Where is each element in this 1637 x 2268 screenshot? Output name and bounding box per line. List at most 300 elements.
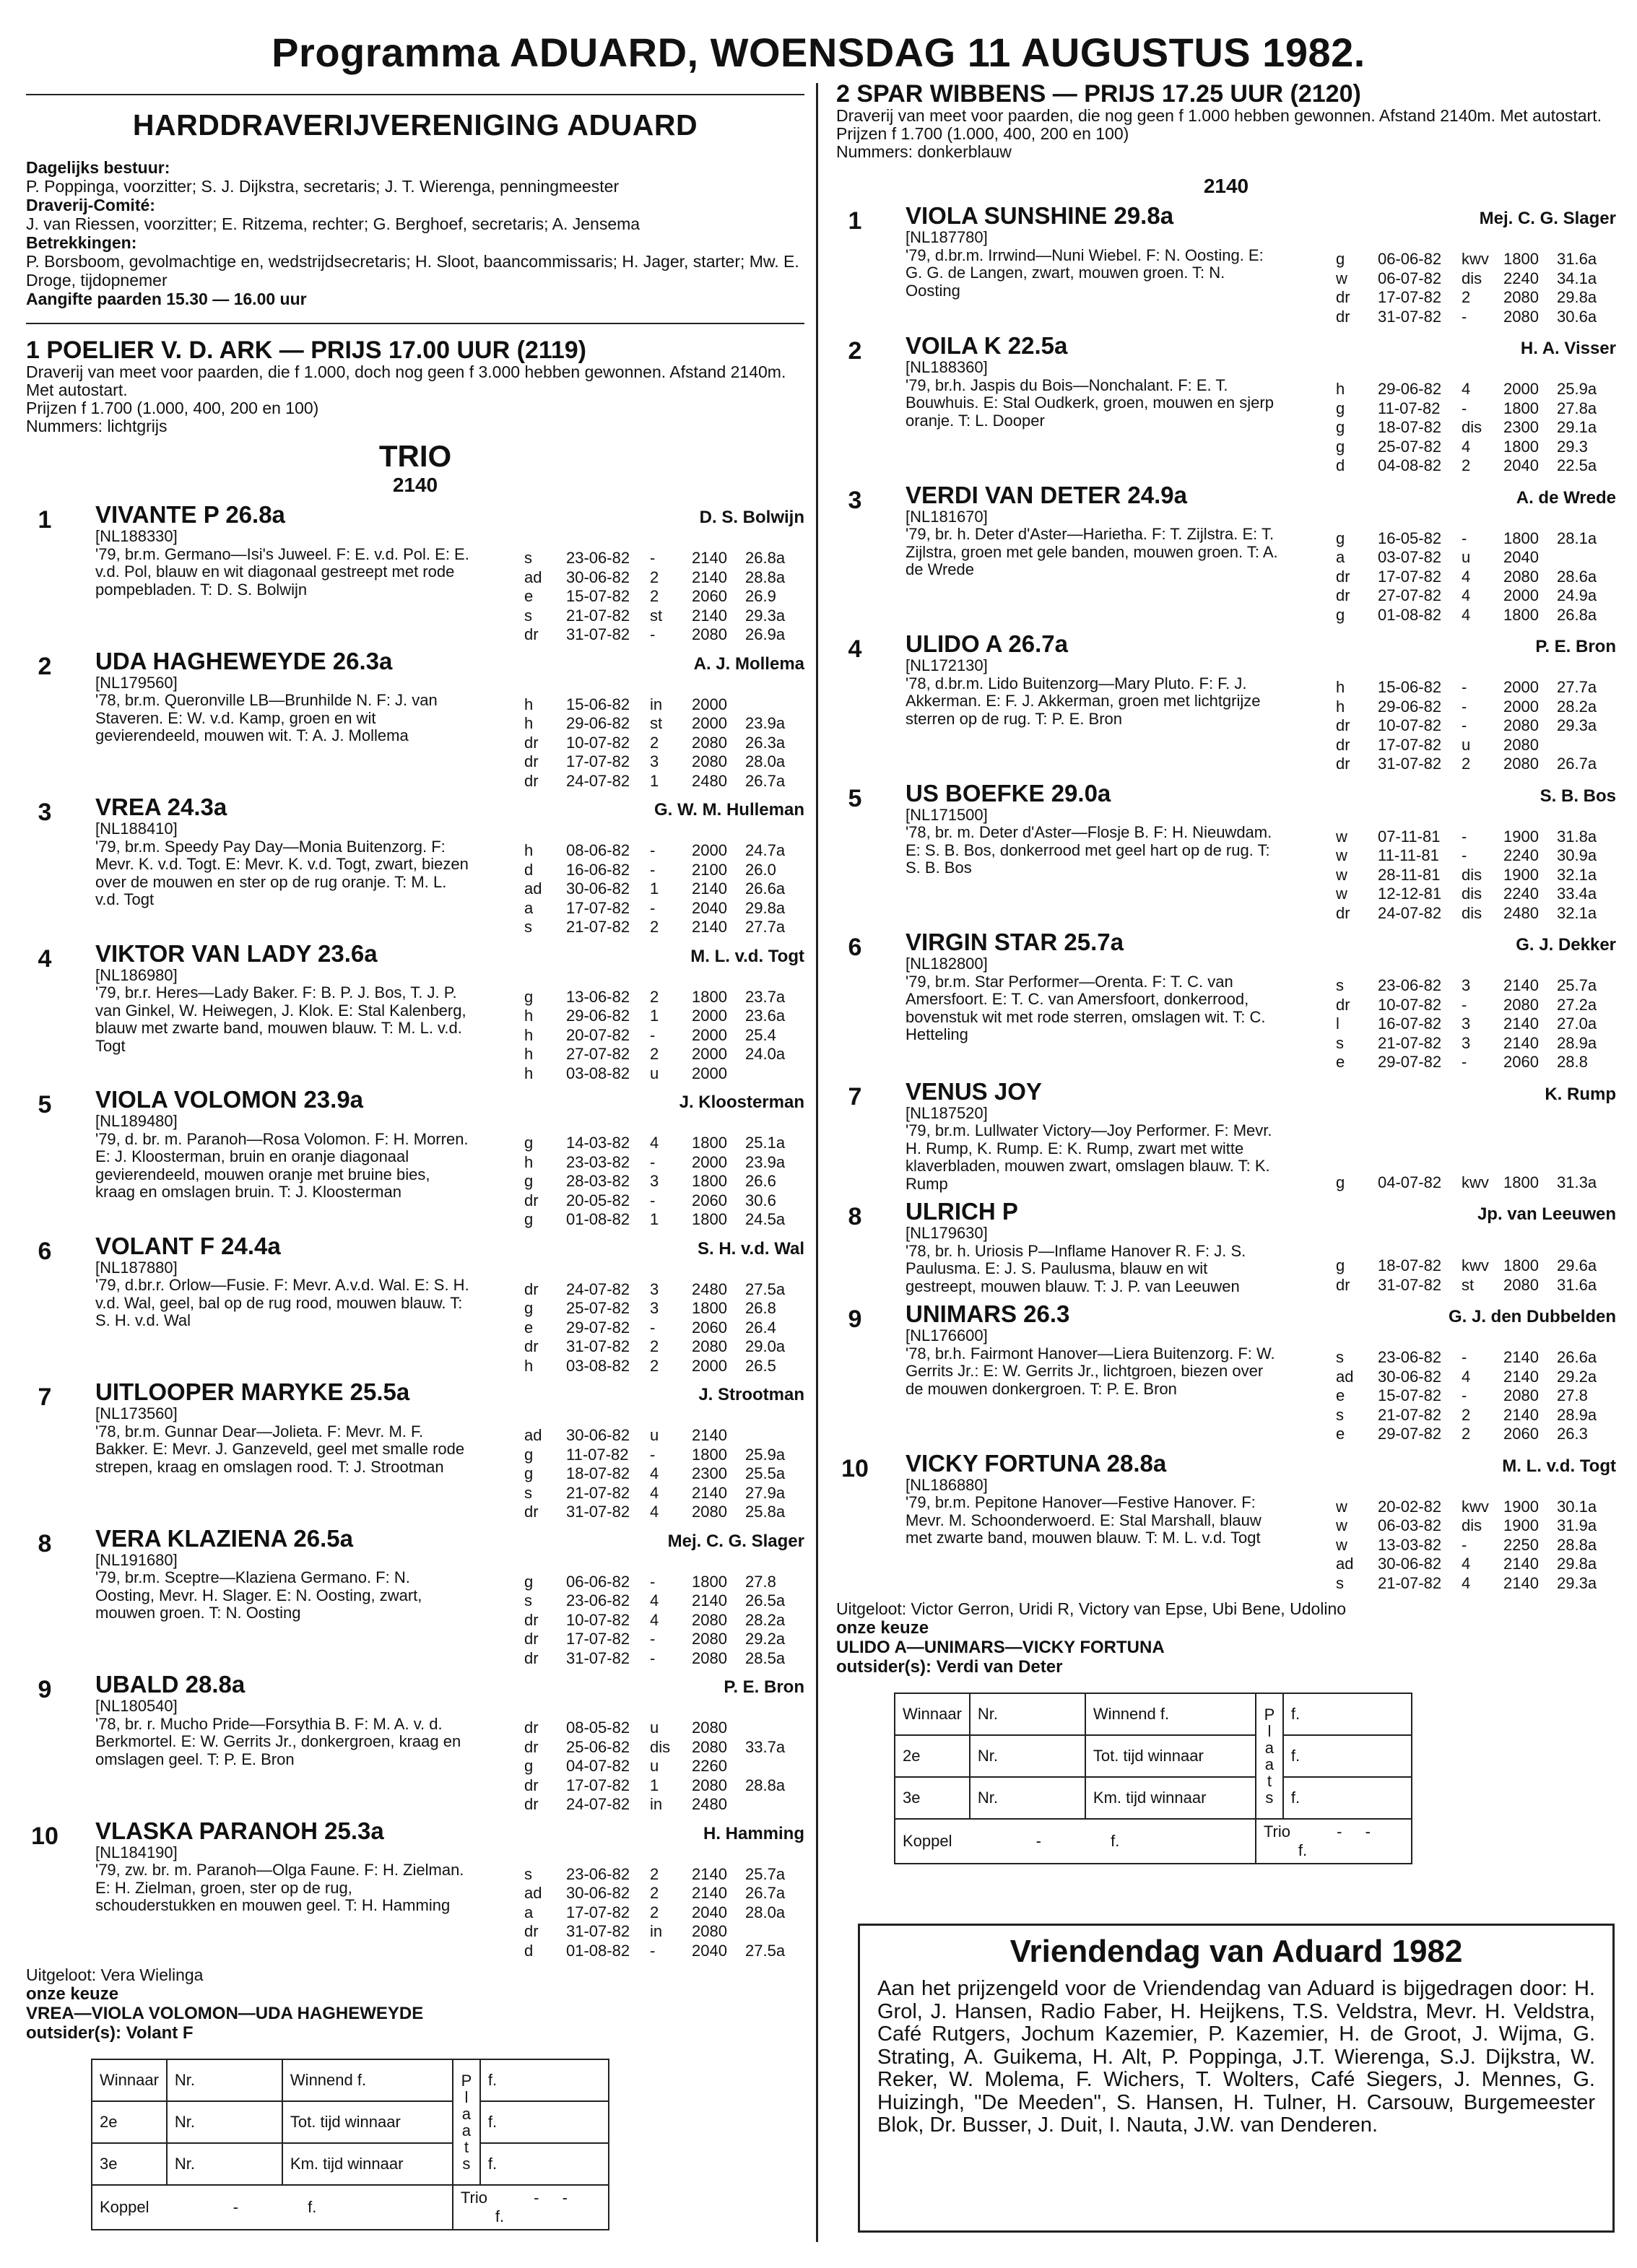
bet-f-field[interactable]: f.: [480, 2059, 609, 2101]
horse-form-table: [1334, 827, 1616, 924]
form-cell: 26.7a: [745, 1884, 786, 1902]
form-cell: g: [1336, 437, 1345, 456]
form-row: [1336, 530, 1615, 548]
horse-number: 6: [848, 934, 862, 961]
form-cell: 2140: [1503, 1367, 1539, 1386]
form-cell: dr: [524, 771, 539, 790]
form-row: [1336, 308, 1615, 326]
form-row: [524, 1592, 803, 1610]
horse-description: '78, d.br.m. Lido Buitenzorg—Mary Pluto. F: F. J. Akkerman. E: F. J. Akkerman, groen met lichtgrijze sterren op de rug. T: P. E. Bron: [906, 674, 1261, 728]
form-cell: 2: [650, 587, 659, 605]
form-cell: s: [1336, 1033, 1344, 1052]
form-cell: 14-03-82: [566, 1134, 630, 1152]
form-cell: 31-07-82: [1378, 1275, 1442, 1294]
form-row: [524, 1007, 803, 1025]
form-cell: -: [1462, 307, 1467, 326]
form-row: [524, 753, 803, 771]
horse-description: '78, br. r. Mucho Pride—Forsythia B. F: M. A. v. d. Berkmortel. E: W. Gerrits Jr., donkergroen, kraag en omslagen geel. T: P. E. Bron: [95, 1714, 461, 1768]
form-cell: dr: [524, 1191, 539, 1209]
horse-details: [906, 657, 1281, 775]
form-cell: dis: [1462, 885, 1482, 903]
form-cell: -: [1462, 995, 1467, 1014]
form-cell: 28.9a: [1557, 1033, 1597, 1052]
form-cell: g: [1336, 529, 1345, 547]
bet-koppel: Koppel: [903, 1832, 952, 1850]
form-cell: h: [524, 695, 534, 713]
horse-number: 4: [38, 944, 52, 973]
form-row: [1336, 1387, 1615, 1405]
bet-dash: -: [562, 2189, 568, 2207]
form-row: [1336, 885, 1615, 903]
form-cell: 2240: [1503, 846, 1539, 864]
horse-description: '78, br.h. Fairmont Hanover—Liera Buitenzorg. F: W. Gerrits Jr.: E: W. Gerrits Jr., lichtgroen, biezen over de mouwen donkergroen. T: P. E. Bron: [906, 1344, 1275, 1398]
form-cell: 20-02-82: [1378, 1497, 1442, 1516]
form-cell: 2140: [1503, 1014, 1539, 1033]
form-cell: 25.7a: [745, 1864, 786, 1883]
form-cell: 30-06-82: [566, 1884, 630, 1902]
form-cell: 30-06-82: [566, 1426, 630, 1444]
form-row: [1336, 1174, 1615, 1192]
horse-id: [NL184190]: [95, 1843, 178, 1861]
bet-koppel-row[interactable]: [92, 2185, 453, 2230]
bet-trio-row[interactable]: [453, 2185, 609, 2230]
form-cell: 17-07-82: [1378, 288, 1442, 306]
form-cell: 25.7a: [1557, 976, 1597, 994]
form-row: [524, 715, 803, 733]
form-cell: g: [524, 1210, 534, 1228]
form-cell: 28.8a: [745, 1776, 786, 1794]
bet-koppel-row[interactable]: [895, 1819, 1256, 1864]
form-cell: w: [1336, 885, 1347, 903]
horse-details: [95, 1698, 471, 1815]
form-cell: 13-06-82: [566, 987, 630, 1006]
form-row: [524, 1573, 803, 1591]
form-cell: 2140: [1503, 1555, 1539, 1573]
form-row: [1336, 698, 1615, 716]
form-row: [524, 1211, 803, 1229]
form-cell: 17-07-82: [566, 1630, 630, 1648]
right-column: [836, 81, 1616, 1864]
form-cell: 29.2a: [745, 1630, 786, 1648]
form-cell: 2080: [692, 1503, 727, 1521]
horse-number: 2: [38, 652, 52, 680]
horse-description: '79, br.h. Jaspis du Bois—Nonchalant. F: E. T. Bouwhuis. E: Stal Oudkerk, groen, mouwen en sjerp oranje. T: L. Dooper: [906, 375, 1274, 430]
form-cell: 4: [1462, 567, 1471, 586]
form-row: [1336, 1555, 1615, 1573]
form-cell: 27-07-82: [566, 1045, 630, 1063]
horse-number: 8: [38, 1529, 52, 1557]
form-cell: g: [524, 987, 534, 1006]
form-cell: 15-06-82: [1378, 678, 1442, 696]
plaats-letter: P: [461, 2072, 472, 2090]
bet-f-field[interactable]: f.: [480, 2143, 609, 2185]
form-cell: 24.7a: [745, 841, 786, 859]
form-cell: 31.9a: [1557, 1516, 1597, 1534]
form-cell: 29.8a: [1557, 288, 1597, 306]
plaats-letter: l: [464, 2088, 469, 2106]
horse-form-table: [523, 987, 804, 1085]
bet-dash: -: [1337, 1822, 1342, 1841]
form-row: [1336, 1575, 1615, 1593]
form-cell: 31.8a: [1557, 827, 1597, 846]
form-cell: 2080: [1503, 567, 1539, 586]
form-cell: g: [524, 1299, 534, 1317]
form-row: [524, 1357, 803, 1376]
form-cell: 30-06-82: [566, 568, 630, 586]
form-cell: 1: [650, 879, 659, 898]
form-cell: 2080: [692, 1719, 727, 1737]
form-cell: 2240: [1503, 885, 1539, 903]
form-cell: [1557, 549, 1615, 567]
bet-f-field[interactable]: f.: [480, 2101, 609, 2143]
form-cell: dr: [524, 1648, 539, 1667]
form-cell: 31.6a: [1557, 1275, 1597, 1294]
horse-details: [906, 229, 1281, 327]
form-cell: 25-07-82: [1378, 437, 1442, 456]
form-row: [524, 1154, 803, 1172]
form-cell: 2: [650, 568, 659, 586]
form-cell: 21-07-82: [566, 606, 630, 625]
form-cell: 4: [650, 1134, 659, 1152]
form-cell: 2000: [692, 841, 727, 859]
form-row: [524, 989, 803, 1007]
form-row: [1336, 607, 1615, 625]
form-cell: w: [1336, 827, 1347, 846]
horse-name: VERDI VAN DETER 24.9a: [906, 481, 1188, 508]
form-cell: 29-07-82: [1378, 1425, 1442, 1443]
form-cell: 2140: [1503, 976, 1539, 994]
form-cell: 2: [650, 918, 659, 936]
form-cell: 30-06-82: [1378, 1555, 1442, 1573]
form-cell: 2000: [692, 1025, 727, 1044]
bet-f-field[interactable]: f.: [1283, 1735, 1412, 1777]
horse-entry: [26, 1379, 804, 1523]
form-cell: 2000: [692, 714, 727, 732]
bet-form: [894, 1693, 1616, 1864]
plaats-letter: s: [1265, 1789, 1274, 1807]
horse-trainer: D. S. Bolwijn: [699, 508, 804, 527]
form-cell: 31-07-82: [1378, 755, 1442, 773]
club-section-label: Betrekkingen:: [26, 233, 137, 252]
form-cell: dr: [1336, 567, 1350, 586]
keuze-label: onze keuze: [836, 1618, 929, 1638]
form-row: [1336, 381, 1615, 399]
horse-number: 6: [38, 1237, 52, 1265]
bet-form: [91, 2059, 804, 2230]
horse-name: UDA HAGHEWEYDE 26.3a: [95, 647, 393, 674]
form-cell: 1800: [692, 1299, 727, 1317]
form-cell: [745, 1427, 803, 1445]
form-cell: 26.5a: [745, 1591, 786, 1609]
form-cell: 4: [650, 1483, 659, 1502]
horse-trainer: J. Kloosterman: [679, 1092, 804, 1112]
outsider-label: outsider(s):: [836, 1657, 932, 1677]
form-cell: dis: [1462, 269, 1482, 287]
form-cell: dr: [1336, 735, 1350, 754]
horse-entry: [26, 1818, 804, 1962]
form-row: [524, 1866, 803, 1884]
form-cell: h: [524, 1007, 534, 1025]
horse-number: 4: [848, 635, 862, 663]
form-cell: 29-06-82: [1378, 380, 1442, 398]
form-row: [1336, 400, 1615, 418]
form-cell: g: [1336, 1173, 1345, 1191]
form-cell: 26.8a: [745, 549, 786, 567]
uitgeloot: Uitgeloot: Victor Gerron, Uridi R, Victory van Epse, Ubi Bene, Udolino: [836, 1599, 1347, 1618]
race-distance: 2140: [1203, 175, 1249, 197]
uitgeloot: Uitgeloot: Vera Wielinga: [26, 1965, 204, 1984]
form-cell: 18-07-82: [566, 1464, 630, 1482]
form-cell: 28.8: [1557, 1053, 1588, 1071]
bet-nr-field[interactable]: [217, 2143, 282, 2185]
form-cell: 3: [1462, 1033, 1471, 1052]
form-cell: dis: [1462, 418, 1482, 436]
form-cell: 06-06-82: [566, 1572, 630, 1591]
form-row: [524, 1338, 803, 1356]
form-row: [1336, 1517, 1615, 1535]
form-cell: 4: [650, 1503, 659, 1521]
form-cell: 2140: [692, 568, 727, 586]
horse-form-table: [523, 1572, 804, 1669]
horse-description: '79, d.br.r. Orlow—Fusie. F: Mevr. A.v.d. Wal. E: S. H. v.d. Wal, geel, bal op de rug rood, mouwen blauw. T: S. H. v.d. Wal: [95, 1276, 469, 1329]
horse-trainer: S. B. Bos: [1540, 786, 1616, 806]
form-cell: g: [1336, 250, 1345, 268]
plaats-letter: t: [464, 2138, 469, 2156]
form-cell: 31-07-82: [566, 1648, 630, 1667]
outsider: [836, 1657, 1616, 1677]
form-cell: 07-11-81: [1378, 827, 1441, 846]
form-cell: dr: [524, 1737, 539, 1756]
form-cell: 2300: [1503, 418, 1539, 436]
form-cell: 23-06-82: [1378, 976, 1442, 994]
form-cell: g: [1336, 418, 1345, 436]
club-info: [26, 108, 804, 308]
form-row: [524, 1173, 803, 1191]
form-cell: 2: [1462, 755, 1471, 773]
horse-details: [95, 1259, 471, 1377]
form-cell: 26.6: [745, 1172, 776, 1190]
form-cell: 24.5a: [745, 1210, 786, 1228]
form-cell: -: [1462, 697, 1467, 716]
form-cell: 28.0a: [745, 1903, 786, 1921]
race-distance: 2140: [392, 474, 438, 496]
bet-nr-field[interactable]: [1020, 1735, 1085, 1777]
bet-dash: -: [534, 2189, 539, 2207]
horse-entry: [836, 781, 1616, 924]
form-cell: 28.8a: [1557, 1535, 1597, 1554]
form-cell: 17-07-82: [1378, 735, 1442, 754]
form-cell: 4: [1462, 605, 1471, 624]
form-cell: 2: [1462, 1405, 1471, 1424]
form-cell: 18-07-82: [1378, 418, 1442, 436]
form-cell: 26.8a: [1557, 605, 1597, 624]
form-cell: -: [650, 1648, 656, 1667]
horse-name: VIOLA SUNSHINE 29.8a: [906, 202, 1174, 229]
bet-tot-tijd: Tot. tijd winnaar: [282, 2101, 453, 2143]
horse-number: 3: [38, 799, 52, 826]
bet-tot-tijd: Tot. tijd winnaar: [1085, 1735, 1256, 1777]
form-cell: 1800: [1503, 399, 1539, 417]
bet-nr-field[interactable]: [1020, 1693, 1085, 1735]
form-cell: 2480: [1503, 903, 1539, 922]
form-cell: 10-07-82: [566, 733, 630, 752]
bet-winnaar: Winnaar: [895, 1693, 970, 1735]
form-cell: 27.7a: [1557, 678, 1597, 696]
form-cell: 17-07-82: [1378, 567, 1442, 586]
horse-id: [NL188360]: [906, 358, 988, 376]
form-cell: -: [1462, 1053, 1467, 1071]
form-cell: 2: [650, 733, 659, 752]
form-cell: -: [1462, 399, 1467, 417]
horse-number: 9: [38, 1676, 52, 1703]
form-cell: 21-07-82: [1378, 1033, 1442, 1052]
form-row: [524, 1465, 803, 1483]
form-row: [1336, 1035, 1615, 1053]
form-cell: 2000: [692, 1152, 727, 1171]
form-cell: u: [1462, 735, 1471, 754]
bet-trio-row[interactable]: [1256, 1819, 1412, 1864]
horse-form-table: [523, 695, 804, 792]
form-cell: 23.9a: [745, 714, 786, 732]
form-cell: dr: [524, 1337, 539, 1355]
bet-f: f.: [308, 2198, 317, 2216]
bet-winnend: Winnend f.: [1085, 1693, 1256, 1735]
form-cell: 20-07-82: [566, 1025, 630, 1044]
horse-number: 7: [38, 1383, 52, 1411]
form-cell: in: [650, 1922, 663, 1940]
form-cell: e: [524, 1318, 534, 1337]
form-cell: -: [650, 1191, 656, 1209]
form-cell: -: [650, 1572, 656, 1591]
horse-id: [NL188410]: [95, 820, 178, 838]
bet-km-tijd: Km. tijd winnaar: [282, 2143, 453, 2185]
form-cell: kwv: [1462, 1497, 1489, 1516]
horse-details: [95, 674, 471, 792]
form-cell: 2000: [1503, 586, 1539, 604]
form-cell: 1800: [692, 1172, 727, 1190]
left-column: [26, 87, 804, 2230]
form-cell: -: [1462, 827, 1467, 846]
form-cell: 23-06-82: [566, 549, 630, 567]
form-cell: 2: [650, 1864, 659, 1883]
form-cell: 29.3a: [1557, 716, 1597, 734]
horse-description: '78, br. m. Deter d'Aster—Flosje B. F: H. Nieuwdam. E: S. B. Bos, donkerrood met geel hart op de rug. T: S. B. Bos: [906, 823, 1272, 877]
horse-id: [NL186980]: [95, 965, 178, 984]
form-cell: 01-08-82: [1378, 605, 1442, 624]
form-cell: -: [650, 549, 656, 567]
horse-number: 1: [848, 207, 862, 235]
form-cell: 29.6a: [1557, 1256, 1597, 1274]
form-cell: 3: [1462, 976, 1471, 994]
form-cell: dr: [1336, 288, 1350, 306]
horse-name: VENUS JOY: [906, 1077, 1042, 1105]
horse-entry: [26, 941, 804, 1085]
horse-description: '79, d. br. m. Paranoh—Rosa Volomon. F: H. Morren. E: J. Kloosterman, bruin en oranje diagonaal gevierendeeld, mouwen oranje met bruine bies, kraag en omslagen bruin. T: J. Kloosterman: [95, 1129, 469, 1201]
horse-entry: [836, 1451, 1616, 1594]
bet-dash: -: [233, 2198, 238, 2216]
bet-dash: -: [1365, 1822, 1371, 1841]
form-cell: 26.3: [1557, 1425, 1588, 1443]
horse-number: 2: [848, 337, 862, 365]
form-cell: 16-05-82: [1378, 529, 1442, 547]
form-cell: dr: [1336, 307, 1350, 326]
form-cell: 2140: [692, 549, 727, 567]
form-cell: 16-06-82: [566, 860, 630, 879]
horse-id: [NL179560]: [95, 673, 178, 692]
bet-f-field[interactable]: f.: [1283, 1693, 1412, 1735]
form-cell: 24-07-82: [1378, 903, 1442, 922]
form-cell: 2260: [692, 1757, 727, 1775]
form-cell: 29.0a: [745, 1337, 786, 1355]
form-cell: st: [650, 714, 663, 732]
form-cell: 28.0a: [745, 752, 786, 770]
form-cell: -: [650, 860, 656, 879]
form-cell: 4: [1462, 437, 1471, 456]
form-cell: g: [1336, 399, 1345, 417]
bet-nr-field[interactable]: [1020, 1777, 1085, 1819]
form-cell: kwv: [1462, 1256, 1489, 1274]
form-cell: g: [524, 1445, 534, 1464]
form-cell: 25-06-82: [566, 1737, 630, 1756]
bet-nr-field[interactable]: [217, 2101, 282, 2143]
form-cell: 04-07-82: [566, 1757, 630, 1775]
club-section-text: P. Poppinga, voorzitter; S. J. Dijkstra, secretaris; J. T. Wierenga, penningmeester: [26, 177, 620, 196]
form-row: [524, 1923, 803, 1941]
form-cell: 03-08-82: [566, 1064, 630, 1082]
form-cell: 24-07-82: [566, 1279, 630, 1298]
form-cell: d: [524, 860, 534, 879]
form-cell: dr: [524, 1795, 539, 1813]
form-cell: 2: [1462, 288, 1471, 306]
form-cell: [745, 1923, 803, 1941]
horse-trainer: G. J. den Dubbelden: [1448, 1307, 1616, 1326]
race-prizes: Prijzen f 1.700 (1.000, 400, 200 en 100): [836, 124, 1129, 143]
form-cell: 1800: [692, 1210, 727, 1228]
column-divider: [816, 83, 818, 2242]
form-cell: h: [1336, 678, 1345, 696]
form-row: [524, 1281, 803, 1299]
race-type: TRIO: [378, 439, 452, 473]
form-cell: 29-07-82: [1378, 1053, 1442, 1071]
form-cell: dr: [524, 1776, 539, 1794]
bet-plaats: [453, 2059, 480, 2185]
bet-nr-field[interactable]: [217, 2059, 282, 2101]
bet-nr: Nr.: [970, 1693, 1020, 1735]
horse-id: [NL186880]: [906, 1475, 988, 1494]
form-cell: 2040: [692, 898, 727, 917]
form-row: [1336, 587, 1615, 605]
bet-2e: 2e: [895, 1735, 970, 1777]
form-cell: 4: [1462, 380, 1471, 398]
bet-2e: 2e: [92, 2101, 167, 2143]
club-section-text: J. van Riessen, voorzitter; E. Ritzema, rechter; G. Berghoef, secretaris; A. Jensema: [26, 214, 641, 233]
form-cell: dr: [524, 625, 539, 643]
form-cell: e: [524, 587, 534, 605]
horse-trainer: H. Hamming: [703, 1823, 804, 1843]
form-cell: u: [650, 1757, 659, 1775]
form-cell: 28.9a: [1557, 1405, 1597, 1424]
form-cell: w: [1336, 1535, 1347, 1554]
bet-f-field[interactable]: f.: [1283, 1777, 1412, 1819]
horse-id: [NL187880]: [95, 1258, 178, 1277]
form-cell: 30.6: [745, 1191, 776, 1209]
form-cell: h: [1336, 380, 1345, 398]
form-cell: 2080: [1503, 755, 1539, 773]
form-cell: 2140: [692, 1591, 727, 1609]
horse-details: [906, 508, 1281, 626]
form-row: [1336, 270, 1615, 288]
form-cell: s: [524, 606, 532, 625]
